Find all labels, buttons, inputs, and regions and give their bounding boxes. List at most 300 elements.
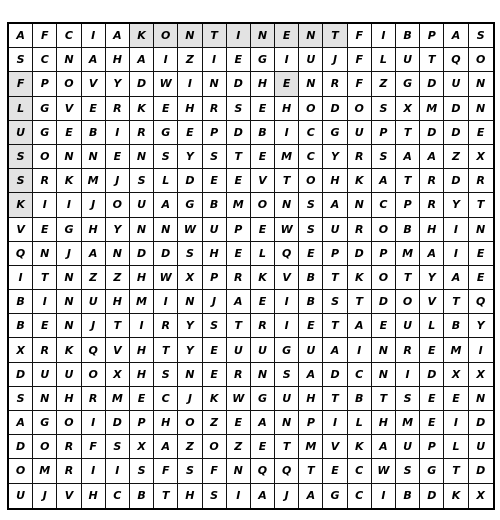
- letter-cell[interactable]: I: [469, 338, 493, 362]
- letter-cell[interactable]: S: [154, 145, 178, 169]
- letter-cell[interactable]: E: [203, 338, 227, 362]
- letter-cell[interactable]: J: [275, 484, 299, 508]
- letter-cell[interactable]: J: [203, 290, 227, 314]
- letter-cell[interactable]: E: [227, 48, 251, 72]
- letter-cell[interactable]: I: [275, 48, 299, 72]
- letter-cell[interactable]: K: [57, 338, 81, 362]
- letter-cell[interactable]: N: [299, 72, 323, 96]
- letter-cell[interactable]: W: [154, 266, 178, 290]
- letter-cell[interactable]: I: [33, 193, 57, 217]
- letter-cell[interactable]: K: [348, 169, 372, 193]
- letter-cell[interactable]: D: [444, 97, 468, 121]
- letter-cell[interactable]: P: [372, 121, 396, 145]
- letter-cell[interactable]: V: [251, 169, 275, 193]
- letter-cell[interactable]: E: [372, 314, 396, 338]
- letter-cell[interactable]: D: [9, 435, 33, 459]
- letter-cell[interactable]: W: [178, 218, 202, 242]
- letter-cell[interactable]: I: [372, 484, 396, 508]
- letter-cell[interactable]: H: [420, 218, 444, 242]
- letter-cell[interactable]: A: [396, 145, 420, 169]
- letter-cell[interactable]: U: [9, 484, 33, 508]
- letter-cell[interactable]: U: [33, 363, 57, 387]
- letter-cell[interactable]: R: [57, 459, 81, 483]
- letter-cell[interactable]: Q: [9, 242, 33, 266]
- letter-cell[interactable]: H: [130, 363, 154, 387]
- letter-cell[interactable]: T: [348, 290, 372, 314]
- letter-cell[interactable]: T: [33, 266, 57, 290]
- letter-cell[interactable]: T: [323, 387, 347, 411]
- letter-cell[interactable]: T: [323, 314, 347, 338]
- letter-cell[interactable]: A: [323, 193, 347, 217]
- letter-cell[interactable]: B: [9, 314, 33, 338]
- letter-cell[interactable]: C: [348, 363, 372, 387]
- letter-cell[interactable]: I: [82, 459, 106, 483]
- letter-cell[interactable]: G: [33, 97, 57, 121]
- letter-cell[interactable]: H: [372, 411, 396, 435]
- letter-cell[interactable]: P: [396, 193, 420, 217]
- letter-cell[interactable]: D: [348, 242, 372, 266]
- letter-cell[interactable]: G: [57, 218, 81, 242]
- letter-cell[interactable]: J: [106, 169, 130, 193]
- letter-cell[interactable]: C: [372, 193, 396, 217]
- letter-cell[interactable]: W: [275, 218, 299, 242]
- letter-cell[interactable]: R: [420, 169, 444, 193]
- letter-cell[interactable]: P: [420, 435, 444, 459]
- letter-cell[interactable]: A: [348, 314, 372, 338]
- letter-cell[interactable]: L: [348, 411, 372, 435]
- letter-cell[interactable]: D: [154, 242, 178, 266]
- letter-cell[interactable]: X: [106, 363, 130, 387]
- letter-cell[interactable]: F: [82, 435, 106, 459]
- letter-cell[interactable]: X: [444, 363, 468, 387]
- letter-cell[interactable]: H: [178, 97, 202, 121]
- letter-cell[interactable]: I: [444, 411, 468, 435]
- letter-cell[interactable]: I: [9, 266, 33, 290]
- letter-cell[interactable]: U: [396, 314, 420, 338]
- letter-cell[interactable]: I: [323, 411, 347, 435]
- letter-cell[interactable]: M: [420, 97, 444, 121]
- letter-cell[interactable]: C: [57, 24, 81, 48]
- letter-cell[interactable]: V: [57, 97, 81, 121]
- letter-cell[interactable]: K: [348, 266, 372, 290]
- letter-cell[interactable]: L: [9, 97, 33, 121]
- letter-cell[interactable]: H: [130, 338, 154, 362]
- letter-cell[interactable]: T: [469, 193, 493, 217]
- letter-cell[interactable]: I: [444, 242, 468, 266]
- letter-cell[interactable]: H: [251, 72, 275, 96]
- letter-cell[interactable]: N: [178, 24, 202, 48]
- letter-cell[interactable]: T: [372, 387, 396, 411]
- letter-cell[interactable]: M: [444, 338, 468, 362]
- letter-cell[interactable]: E: [469, 242, 493, 266]
- letter-cell[interactable]: K: [251, 266, 275, 290]
- letter-cell[interactable]: S: [9, 169, 33, 193]
- letter-cell[interactable]: Y: [420, 266, 444, 290]
- letter-cell[interactable]: V: [275, 266, 299, 290]
- letter-cell[interactable]: Y: [178, 314, 202, 338]
- letter-cell[interactable]: E: [33, 314, 57, 338]
- letter-cell[interactable]: E: [178, 121, 202, 145]
- letter-cell[interactable]: E: [154, 97, 178, 121]
- letter-cell[interactable]: Z: [203, 411, 227, 435]
- letter-cell[interactable]: G: [251, 48, 275, 72]
- letter-cell[interactable]: P: [420, 24, 444, 48]
- letter-cell[interactable]: R: [227, 266, 251, 290]
- letter-cell[interactable]: I: [106, 121, 130, 145]
- letter-cell[interactable]: U: [251, 338, 275, 362]
- letter-cell[interactable]: B: [130, 484, 154, 508]
- letter-cell[interactable]: E: [299, 242, 323, 266]
- letter-cell[interactable]: T: [275, 435, 299, 459]
- letter-cell[interactable]: S: [323, 290, 347, 314]
- letter-cell[interactable]: D: [420, 121, 444, 145]
- letter-cell[interactable]: H: [57, 387, 81, 411]
- letter-cell[interactable]: R: [154, 314, 178, 338]
- letter-cell[interactable]: U: [275, 387, 299, 411]
- letter-cell[interactable]: Y: [106, 218, 130, 242]
- letter-cell[interactable]: T: [396, 169, 420, 193]
- letter-cell[interactable]: O: [57, 72, 81, 96]
- letter-cell[interactable]: V: [9, 218, 33, 242]
- letter-cell[interactable]: M: [130, 290, 154, 314]
- letter-cell[interactable]: B: [396, 484, 420, 508]
- letter-cell[interactable]: S: [203, 145, 227, 169]
- letter-cell[interactable]: L: [420, 314, 444, 338]
- letter-cell[interactable]: P: [130, 411, 154, 435]
- letter-cell[interactable]: T: [396, 121, 420, 145]
- letter-cell[interactable]: I: [396, 363, 420, 387]
- letter-cell[interactable]: N: [203, 72, 227, 96]
- letter-cell[interactable]: I: [106, 459, 130, 483]
- letter-cell[interactable]: H: [154, 411, 178, 435]
- letter-cell[interactable]: E: [203, 363, 227, 387]
- letter-cell[interactable]: R: [396, 338, 420, 362]
- letter-cell[interactable]: V: [323, 435, 347, 459]
- letter-cell[interactable]: D: [372, 290, 396, 314]
- letter-cell[interactable]: X: [130, 435, 154, 459]
- letter-cell[interactable]: K: [348, 435, 372, 459]
- letter-cell[interactable]: U: [130, 193, 154, 217]
- letter-cell[interactable]: I: [57, 193, 81, 217]
- letter-cell[interactable]: D: [420, 72, 444, 96]
- letter-cell[interactable]: U: [227, 338, 251, 362]
- letter-cell[interactable]: D: [444, 121, 468, 145]
- letter-cell[interactable]: K: [130, 97, 154, 121]
- letter-cell[interactable]: G: [420, 459, 444, 483]
- letter-cell[interactable]: D: [130, 242, 154, 266]
- letter-cell[interactable]: T: [323, 266, 347, 290]
- letter-cell[interactable]: A: [154, 193, 178, 217]
- letter-cell[interactable]: Z: [178, 435, 202, 459]
- letter-cell[interactable]: O: [372, 266, 396, 290]
- letter-cell[interactable]: N: [348, 193, 372, 217]
- letter-cell[interactable]: D: [227, 72, 251, 96]
- letter-cell[interactable]: Z: [178, 48, 202, 72]
- letter-cell[interactable]: E: [203, 169, 227, 193]
- letter-cell[interactable]: Y: [469, 314, 493, 338]
- letter-cell[interactable]: S: [9, 387, 33, 411]
- letter-cell[interactable]: T: [444, 290, 468, 314]
- letter-cell[interactable]: S: [106, 435, 130, 459]
- letter-cell[interactable]: S: [275, 363, 299, 387]
- letter-cell[interactable]: O: [178, 411, 202, 435]
- letter-cell[interactable]: Y: [178, 145, 202, 169]
- letter-cell[interactable]: M: [33, 459, 57, 483]
- letter-cell[interactable]: P: [203, 121, 227, 145]
- letter-cell[interactable]: A: [444, 24, 468, 48]
- letter-cell[interactable]: A: [299, 484, 323, 508]
- letter-cell[interactable]: K: [130, 24, 154, 48]
- letter-cell[interactable]: A: [9, 24, 33, 48]
- letter-cell[interactable]: Q: [275, 242, 299, 266]
- letter-cell[interactable]: A: [420, 145, 444, 169]
- letter-cell[interactable]: U: [323, 218, 347, 242]
- letter-cell[interactable]: J: [82, 193, 106, 217]
- letter-cell[interactable]: A: [444, 266, 468, 290]
- letter-cell[interactable]: S: [203, 314, 227, 338]
- letter-cell[interactable]: S: [396, 459, 420, 483]
- letter-cell[interactable]: Y: [106, 72, 130, 96]
- letter-cell[interactable]: J: [323, 48, 347, 72]
- letter-cell[interactable]: E: [33, 218, 57, 242]
- letter-cell[interactable]: R: [130, 121, 154, 145]
- letter-cell[interactable]: B: [348, 387, 372, 411]
- letter-cell[interactable]: D: [227, 121, 251, 145]
- letter-cell[interactable]: C: [106, 484, 130, 508]
- letter-cell[interactable]: R: [57, 435, 81, 459]
- letter-cell[interactable]: U: [57, 363, 81, 387]
- letter-cell[interactable]: I: [275, 314, 299, 338]
- letter-cell[interactable]: M: [106, 387, 130, 411]
- letter-cell[interactable]: S: [9, 48, 33, 72]
- letter-cell[interactable]: Q: [444, 48, 468, 72]
- letter-cell[interactable]: D: [469, 411, 493, 435]
- letter-cell[interactable]: D: [444, 169, 468, 193]
- letter-cell[interactable]: N: [57, 314, 81, 338]
- letter-cell[interactable]: G: [275, 338, 299, 362]
- letter-cell[interactable]: N: [57, 145, 81, 169]
- letter-cell[interactable]: R: [82, 387, 106, 411]
- letter-cell[interactable]: O: [372, 218, 396, 242]
- letter-cell[interactable]: E: [227, 242, 251, 266]
- letter-cell[interactable]: A: [130, 48, 154, 72]
- letter-cell[interactable]: O: [33, 145, 57, 169]
- letter-cell[interactable]: R: [348, 218, 372, 242]
- letter-cell[interactable]: E: [420, 387, 444, 411]
- letter-cell[interactable]: O: [299, 97, 323, 121]
- letter-cell[interactable]: D: [323, 363, 347, 387]
- letter-cell[interactable]: G: [154, 121, 178, 145]
- letter-cell[interactable]: I: [372, 24, 396, 48]
- letter-cell[interactable]: Q: [275, 459, 299, 483]
- letter-cell[interactable]: Q: [251, 459, 275, 483]
- letter-cell[interactable]: X: [9, 338, 33, 362]
- letter-cell[interactable]: S: [154, 363, 178, 387]
- letter-cell[interactable]: E: [82, 97, 106, 121]
- letter-cell[interactable]: T: [154, 338, 178, 362]
- letter-cell[interactable]: T: [106, 314, 130, 338]
- letter-cell[interactable]: N: [130, 218, 154, 242]
- letter-cell[interactable]: A: [299, 363, 323, 387]
- letter-cell[interactable]: T: [227, 145, 251, 169]
- letter-cell[interactable]: H: [299, 387, 323, 411]
- letter-cell[interactable]: S: [372, 145, 396, 169]
- letter-cell[interactable]: C: [33, 48, 57, 72]
- letter-cell[interactable]: R: [469, 169, 493, 193]
- letter-cell[interactable]: J: [57, 242, 81, 266]
- letter-cell[interactable]: A: [251, 484, 275, 508]
- letter-cell[interactable]: U: [469, 435, 493, 459]
- letter-cell[interactable]: Q: [469, 290, 493, 314]
- letter-cell[interactable]: O: [348, 97, 372, 121]
- letter-cell[interactable]: O: [9, 459, 33, 483]
- letter-cell[interactable]: C: [154, 387, 178, 411]
- letter-cell[interactable]: X: [396, 97, 420, 121]
- letter-cell[interactable]: E: [251, 145, 275, 169]
- letter-cell[interactable]: I: [130, 314, 154, 338]
- letter-cell[interactable]: R: [323, 72, 347, 96]
- letter-cell[interactable]: R: [33, 338, 57, 362]
- letter-cell[interactable]: I: [154, 290, 178, 314]
- letter-cell[interactable]: Z: [82, 266, 106, 290]
- letter-cell[interactable]: I: [178, 72, 202, 96]
- letter-cell[interactable]: W: [372, 459, 396, 483]
- letter-cell[interactable]: K: [203, 387, 227, 411]
- letter-cell[interactable]: N: [33, 242, 57, 266]
- letter-cell[interactable]: H: [275, 97, 299, 121]
- letter-cell[interactable]: G: [323, 121, 347, 145]
- letter-cell[interactable]: E: [130, 387, 154, 411]
- letter-cell[interactable]: O: [251, 193, 275, 217]
- letter-cell[interactable]: P: [227, 218, 251, 242]
- letter-cell[interactable]: P: [299, 411, 323, 435]
- letter-cell[interactable]: R: [227, 363, 251, 387]
- letter-cell[interactable]: U: [299, 48, 323, 72]
- letter-cell[interactable]: I: [348, 338, 372, 362]
- letter-cell[interactable]: D: [106, 411, 130, 435]
- letter-cell[interactable]: O: [57, 411, 81, 435]
- letter-cell[interactable]: N: [57, 266, 81, 290]
- letter-cell[interactable]: G: [33, 121, 57, 145]
- letter-cell[interactable]: P: [323, 242, 347, 266]
- letter-cell[interactable]: J: [178, 387, 202, 411]
- letter-cell[interactable]: N: [275, 193, 299, 217]
- letter-cell[interactable]: N: [57, 290, 81, 314]
- letter-cell[interactable]: E: [323, 459, 347, 483]
- letter-cell[interactable]: O: [299, 169, 323, 193]
- letter-cell[interactable]: U: [348, 121, 372, 145]
- letter-cell[interactable]: S: [203, 484, 227, 508]
- letter-cell[interactable]: N: [372, 338, 396, 362]
- letter-cell[interactable]: Q: [82, 338, 106, 362]
- letter-cell[interactable]: F: [9, 72, 33, 96]
- letter-cell[interactable]: A: [420, 242, 444, 266]
- letter-cell[interactable]: E: [420, 411, 444, 435]
- letter-cell[interactable]: G: [178, 193, 202, 217]
- letter-cell[interactable]: D: [420, 363, 444, 387]
- letter-cell[interactable]: R: [348, 145, 372, 169]
- letter-cell[interactable]: N: [469, 387, 493, 411]
- letter-cell[interactable]: K: [57, 169, 81, 193]
- letter-cell[interactable]: E: [227, 169, 251, 193]
- letter-cell[interactable]: S: [299, 218, 323, 242]
- letter-cell[interactable]: B: [251, 121, 275, 145]
- letter-cell[interactable]: Z: [444, 145, 468, 169]
- letter-cell[interactable]: N: [372, 363, 396, 387]
- letter-cell[interactable]: M: [396, 411, 420, 435]
- letter-cell[interactable]: A: [82, 242, 106, 266]
- letter-cell[interactable]: S: [396, 387, 420, 411]
- letter-cell[interactable]: F: [348, 72, 372, 96]
- letter-cell[interactable]: T: [275, 169, 299, 193]
- letter-cell[interactable]: O: [469, 48, 493, 72]
- letter-cell[interactable]: X: [469, 145, 493, 169]
- letter-cell[interactable]: N: [469, 72, 493, 96]
- letter-cell[interactable]: N: [275, 411, 299, 435]
- letter-cell[interactable]: N: [82, 145, 106, 169]
- letter-cell[interactable]: A: [251, 411, 275, 435]
- letter-cell[interactable]: G: [396, 72, 420, 96]
- letter-cell[interactable]: T: [299, 459, 323, 483]
- letter-cell[interactable]: E: [275, 72, 299, 96]
- letter-cell[interactable]: S: [372, 97, 396, 121]
- letter-cell[interactable]: F: [348, 48, 372, 72]
- letter-cell[interactable]: S: [9, 145, 33, 169]
- letter-cell[interactable]: H: [82, 484, 106, 508]
- letter-cell[interactable]: U: [203, 218, 227, 242]
- letter-cell[interactable]: B: [203, 193, 227, 217]
- letter-cell[interactable]: O: [154, 24, 178, 48]
- letter-cell[interactable]: L: [444, 435, 468, 459]
- letter-cell[interactable]: P: [203, 266, 227, 290]
- letter-cell[interactable]: N: [469, 218, 493, 242]
- letter-cell[interactable]: S: [130, 169, 154, 193]
- letter-cell[interactable]: A: [372, 435, 396, 459]
- letter-cell[interactable]: H: [106, 290, 130, 314]
- letter-cell[interactable]: E: [469, 121, 493, 145]
- letter-cell[interactable]: E: [57, 121, 81, 145]
- letter-cell[interactable]: E: [106, 145, 130, 169]
- letter-cell[interactable]: E: [420, 338, 444, 362]
- letter-cell[interactable]: N: [130, 145, 154, 169]
- letter-cell[interactable]: R: [251, 314, 275, 338]
- letter-cell[interactable]: C: [348, 484, 372, 508]
- letter-cell[interactable]: E: [251, 97, 275, 121]
- letter-cell[interactable]: N: [33, 387, 57, 411]
- letter-cell[interactable]: T: [323, 24, 347, 48]
- letter-cell[interactable]: F: [154, 459, 178, 483]
- letter-cell[interactable]: U: [444, 72, 468, 96]
- letter-cell[interactable]: E: [275, 24, 299, 48]
- letter-cell[interactable]: F: [348, 24, 372, 48]
- letter-cell[interactable]: N: [57, 48, 81, 72]
- letter-cell[interactable]: T: [154, 484, 178, 508]
- letter-cell[interactable]: N: [251, 363, 275, 387]
- letter-cell[interactable]: O: [203, 435, 227, 459]
- letter-cell[interactable]: P: [33, 72, 57, 96]
- letter-cell[interactable]: T: [227, 314, 251, 338]
- letter-cell[interactable]: D: [9, 363, 33, 387]
- letter-cell[interactable]: F: [203, 459, 227, 483]
- letter-cell[interactable]: U: [396, 48, 420, 72]
- letter-cell[interactable]: X: [178, 266, 202, 290]
- letter-cell[interactable]: I: [33, 290, 57, 314]
- letter-cell[interactable]: I: [203, 48, 227, 72]
- letter-cell[interactable]: I: [275, 290, 299, 314]
- letter-cell[interactable]: R: [203, 97, 227, 121]
- letter-cell[interactable]: U: [9, 121, 33, 145]
- letter-cell[interactable]: S: [130, 459, 154, 483]
